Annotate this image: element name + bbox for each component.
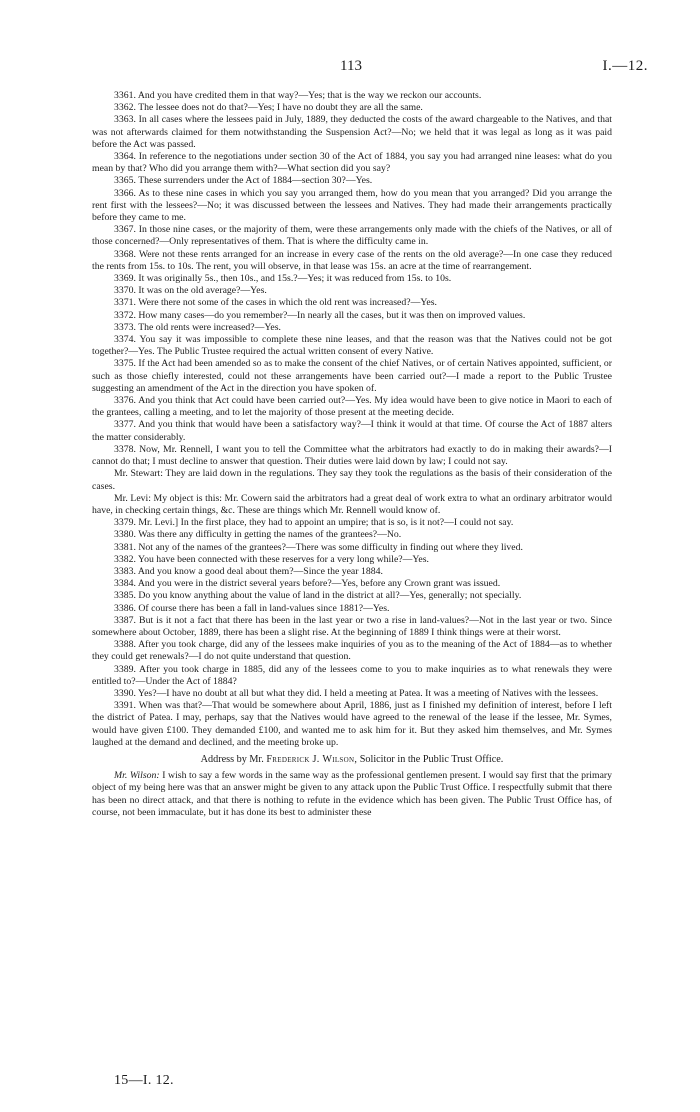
address-heading [92, 754, 612, 766]
paragraph: 3366. As to these nine cases in which you say you arranged them, how do you mean that you arranged? Did you arrange the rent first with the lessees?—No; it was discussed between the lessees and Natives. They had made their arrangements practically before they came to me. [92, 187, 612, 224]
paragraph: 3386. Of course there has been a fall in land-values since 1881?—Yes. [114, 602, 390, 614]
paragraph: 3363. In all cases where the lessees paid in July, 1889, they deducted the costs of the award chargeable to the Natives, and that was not afterwards claimed for them notwithstanding the Suspension Act?—No; we held that it was legal as long as it was paid before the Act was passed. [92, 114, 612, 150]
paragraph: Mr. Levi: My object is this: Mr. Cowern said the arbitrators had a great deal of work extra to what an ordinary arbitrator would have, in checking certain things, &c. These are things which Mr. Rennell would know of. [92, 492, 612, 516]
paragraph: Mr. Stewart: They are laid down in the regulations. They say they took the regulations as the basis of their consideration of the cases. [92, 468, 612, 492]
document-body [92, 90, 612, 819]
paragraph: 3364. In reference to the negotiations under section 30 of the Act of 1884, you say you had arranged nine leases: what do you mean by that? Who did you arrange them with?—What section did you say? [92, 151, 612, 175]
paragraph: 3368. Were not these rents arranged for an increase in every case of the rents on the old average?—In one case they reduced the rents from 15s. to 10s. The rent, you will observe, in that lease was 15s. an acre at the time of rearrangement. [92, 248, 612, 272]
page-header [0, 58, 700, 78]
paragraph: 3388. After you took charge, did any of the lessees make inquiries of you as to the meaning of the Act of 1884—as to whether they could get renewals?—I do not quite understand that question. [92, 639, 612, 663]
address-heading-after: Solicitor in the Public Trust Office. [359, 753, 504, 765]
paragraph: 3370. It was on the old average?—Yes. [114, 285, 267, 297]
paragraph: 3367. In those nine cases, or the majority of them, were these arrangements only made with the chiefs of the Natives, or all of those concerned?—Only representatives of them. That is where the difficulty came in. [92, 224, 612, 248]
paragraph: 3382. You have been connected with these reserves for a very long while?—Yes. [114, 553, 429, 565]
paragraph: 3391. When was that?—That would be somewhere about April, 1886, just as I finished my definition of interest, before I left the district of Patea. I may, perhaps, say that the Natives would have agreed to the renewal of the lease if the lessee, Mr. Symes, would have given £100. They demanded £100, and wanted me to ask him for it. But they asked him themselves, and Mr. Symes laughed at the demand and declined, and the meeting broke up. [92, 700, 612, 748]
address-heading-before: Address by Mr. [200, 753, 264, 765]
paragraph: 3385. Do you know anything about the value of land in the district at all?—Yes, generally; not specially. [114, 590, 522, 602]
paragraph: 3383. And you know a good deal about them?—Since the year 1884. [114, 565, 383, 577]
paragraph: 3361. And you have credited them in that way?—Yes; that is the way we reckon our accounts. [114, 90, 482, 101]
paragraph: 3380. Was there any difficulty in getting the names of the grantees?—No. [114, 529, 402, 541]
paragraph: 3369. It was originally 5s., then 10s., and 15s.?—Yes; it was reduced from 15s. to 10s. [114, 273, 452, 285]
speech-speaker-label: Mr. Wilson: [114, 770, 160, 782]
paragraph: 3376. And you think that Act could have been carried out?—Yes. My idea would have been to give notice in Maori to each of the grantees, calling a meeting, and to let the majority of those present at the meeting decide. [92, 395, 612, 419]
paragraph: 3374. You say it was impossible to complete these nine leases, and that the reason was that the Natives could not be got together?—Yes. The Public Trustee required the actual written consent of every Native. [92, 334, 612, 358]
paragraph: 3373. The old rents were increased?—Yes. [114, 321, 281, 333]
paragraph: 3372. How many cases—do you remember?—In nearly all the cases, but it was then on improved values. [114, 309, 526, 321]
paragraph: 3381. Not any of the names of the grantees?—There was some difficulty in finding out where they lived. [114, 541, 523, 553]
page-number: 113 [340, 58, 362, 74]
paragraph: 3377. And you think that would have been a satisfactory way?—I think it would at that time. Of course the Act of 1887 alters the matter considerably. [92, 419, 612, 443]
paragraph-list [92, 90, 612, 749]
paragraph: 3389. After you took charge in 1885, did any of the lessees come to you to make inquiries as to what renewals they were entitled to?—Under the Act of 1884? [92, 663, 612, 687]
speech-text: I wish to say a few words in the same way as the professional gentlemen present. I would say first that the primary object of my being here was that an answer might be given to any attack upon the Public Trust Office. I respectfully submit that there has been no direct attack, and that there is nothing to refute in the evidence which has been given. The Public Trust Office has, of course, not been immaculate, but it has done its best to administer these [92, 770, 613, 818]
paragraph: 3390. Yes?—I have no doubt at all but what they did. I held a meeting at Patea. It was a meeting of Natives with the lessees. [114, 687, 599, 699]
paragraph: 3365. These surrenders under the Act of 1884—section 30?—Yes. [114, 175, 373, 187]
signature-mark: 15—I. 12. [114, 1073, 174, 1088]
paragraph: 3362. The lessee does not do that?—Yes; I have no doubt they are all the same. [114, 102, 423, 114]
paragraph: 3387. But is it not a fact that there has been in the last year or two a rise in land-values?—Not in the last year or two. Since somewhere about October, 1889, there has been a slight rise. At the beginning of 1889 I think things were at their worst. [92, 614, 612, 638]
paragraph: 3379. Mr. Levi.] In the first place, they had to appoint an umpire; that is so, is it not?—I could not say. [114, 517, 514, 529]
paragraph: 3378. Now, Mr. Rennell, I want you to tell the Committee what the arbitrators had exactly to do in making their awards?—I cannot do that; I must decline to answer that question. Their duties were laid down by law; I could not say. [92, 443, 612, 468]
speaker-name: Frederick J. Wilson, [266, 753, 358, 765]
paragraph: 3371. Were there not some of the cases in which the old rent was increased?—Yes. [114, 297, 437, 309]
paragraph: 3375. If the Act had been amended so as to make the consent of the chief Natives, or of certain Natives appointed, sufficient, or such as those chiefly interested, could not these arrangements have been carried out?—I made a report to the Public Trustee suggesting an amendment of the Act in the direction you have spoken of. [92, 358, 612, 394]
paragraph: 3384. And you were in the district several years before?—Yes, before any Crown grant was issued. [114, 578, 501, 590]
document-reference: I.—12. [602, 58, 648, 74]
speech-paragraph [92, 770, 612, 819]
